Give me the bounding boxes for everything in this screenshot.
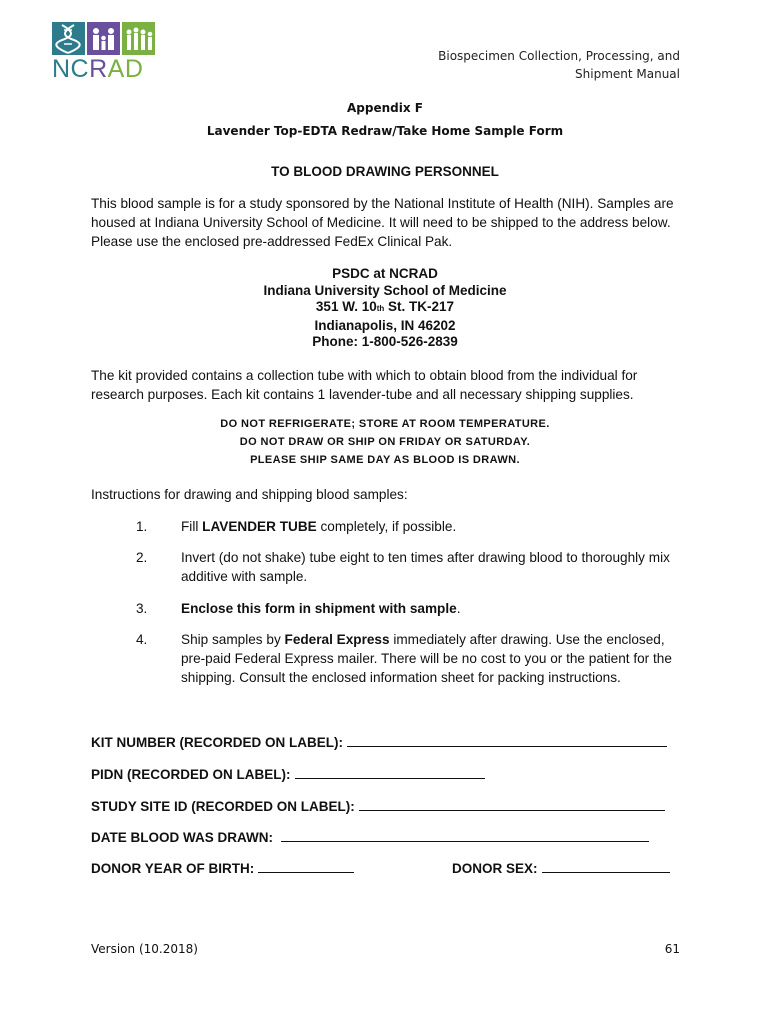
item-text-c: completely, if possible. [316, 519, 457, 534]
birth-year-label: DONOR YEAR OF BIRTH: [91, 861, 255, 876]
logo-tiles [52, 22, 158, 55]
address-line-1: PSDC at NCRAD [332, 266, 438, 281]
item-number: 4. [136, 632, 148, 647]
appendix-title: Lavender Top-EDTA Redraw/Take Home Sample Form [206, 124, 564, 138]
donor-sex-label: DONOR SEX: [452, 861, 538, 876]
street-number: 351 W. 10 [315, 299, 377, 314]
study-site-line[interactable] [359, 796, 665, 811]
group-icon [122, 22, 155, 55]
shipping-address [0, 266, 770, 351]
item-text-bold: LAVENDER TUBE [202, 519, 317, 534]
study-site-label: STUDY SITE ID (RECORDED ON LABEL): [91, 799, 355, 814]
version-footer: Version (10.2018) [91, 942, 198, 956]
date-drawn-field[interactable] [91, 827, 649, 845]
warnings-block [0, 415, 770, 469]
header-line-2: Shipment Manual [575, 67, 680, 81]
pidn-line[interactable] [295, 764, 485, 779]
donor-sex-line[interactable] [542, 858, 670, 873]
item-text [181, 548, 686, 586]
date-drawn-line[interactable] [281, 827, 649, 842]
street-suffix: th [376, 304, 385, 313]
item-number: 3. [136, 601, 148, 616]
family-icon [87, 22, 120, 55]
pidn-label: PIDN (RECORDED ON LABEL): [91, 767, 291, 782]
item-text-c: immediately after drawing. Use the enclosed, pre-paid Federal Express mailer. There will be no cost to you or the patient for the shipping. Consult the enclosed information sheet for packing instructions. [181, 632, 672, 685]
page-number: 61 [664, 942, 680, 956]
birth-year-line[interactable] [258, 858, 354, 873]
address-line-3 [0, 299, 770, 318]
item-text-a: Fill [181, 519, 203, 534]
item-text-a: Ship samples by [181, 632, 285, 647]
kit-paragraph: The kit provided contains a collection tube with which to obtain blood from the individual for research purposes. Each kit contains 1 lavender-tube and all necessary shipping supplies. [91, 368, 638, 402]
appendix-label: Appendix F [347, 101, 423, 115]
ncrad-logo [52, 22, 158, 86]
item-text-c: . [456, 601, 461, 616]
logo-wordmark [52, 57, 158, 82]
logo-text-ad: AD [107, 55, 144, 83]
header-line-1: Biospecimen Collection, Processing, and [438, 49, 680, 63]
logo-text-r: R [89, 55, 108, 83]
manual-header [438, 47, 680, 83]
street-rest: St. TK-217 [384, 299, 455, 314]
kit-number-line[interactable] [347, 732, 667, 747]
kit-number-label: KIT NUMBER (RECORDED ON LABEL): [91, 735, 343, 750]
kit-number-field[interactable] [91, 732, 667, 750]
item-number: 1. [136, 519, 148, 534]
item-text [181, 599, 686, 618]
item-text-bold: Enclose this form in shipment with sample [181, 601, 457, 616]
item-text [181, 517, 686, 536]
item-text-bold: Federal Express [284, 632, 390, 647]
item-text [181, 630, 686, 687]
instructions-intro: Instructions for drawing and shipping blood samples: [91, 487, 408, 502]
date-drawn-label: DATE BLOOD WAS DRAWN: [91, 830, 273, 845]
address-line-4: Indianapolis, IN 46202 [314, 317, 456, 333]
logo-text-nc: NC [52, 55, 90, 83]
study-site-field[interactable] [91, 796, 665, 814]
dna-icon [52, 22, 85, 55]
warning-line: PLEASE SHIP SAME DAY AS BLOOD IS DRAWN. [250, 454, 520, 466]
donor-sex-field[interactable] [452, 858, 670, 876]
address-line-2: Indiana University School of Medicine [263, 282, 507, 298]
address-phone: Phone: 1-800-526-2839 [312, 334, 458, 349]
item-number: 2. [136, 550, 148, 565]
warning-line: DO NOT DRAW OR SHIP ON FRIDAY OR SATURDAY. [239, 436, 531, 448]
to-heading: TO BLOOD DRAWING PERSONNEL [271, 164, 499, 179]
pidn-field[interactable] [91, 764, 485, 782]
intro-paragraph: This blood sample is for a study sponsored by the National Institute of Health (NIH). Samples are housed at Indiana University School of Medicine. It will need to be shipped to the address below. Please use the enclosed pre-addressed FedEx Clinical Pak. [91, 196, 674, 249]
warning-line: DO NOT REFRIGERATE; STORE AT ROOM TEMPERATURE. [220, 418, 550, 430]
birth-year-field[interactable] [91, 858, 354, 876]
item-text-a: Invert (do not shake) tube eight to ten times after drawing blood to thoroughly mix additive with sample. [181, 550, 670, 584]
